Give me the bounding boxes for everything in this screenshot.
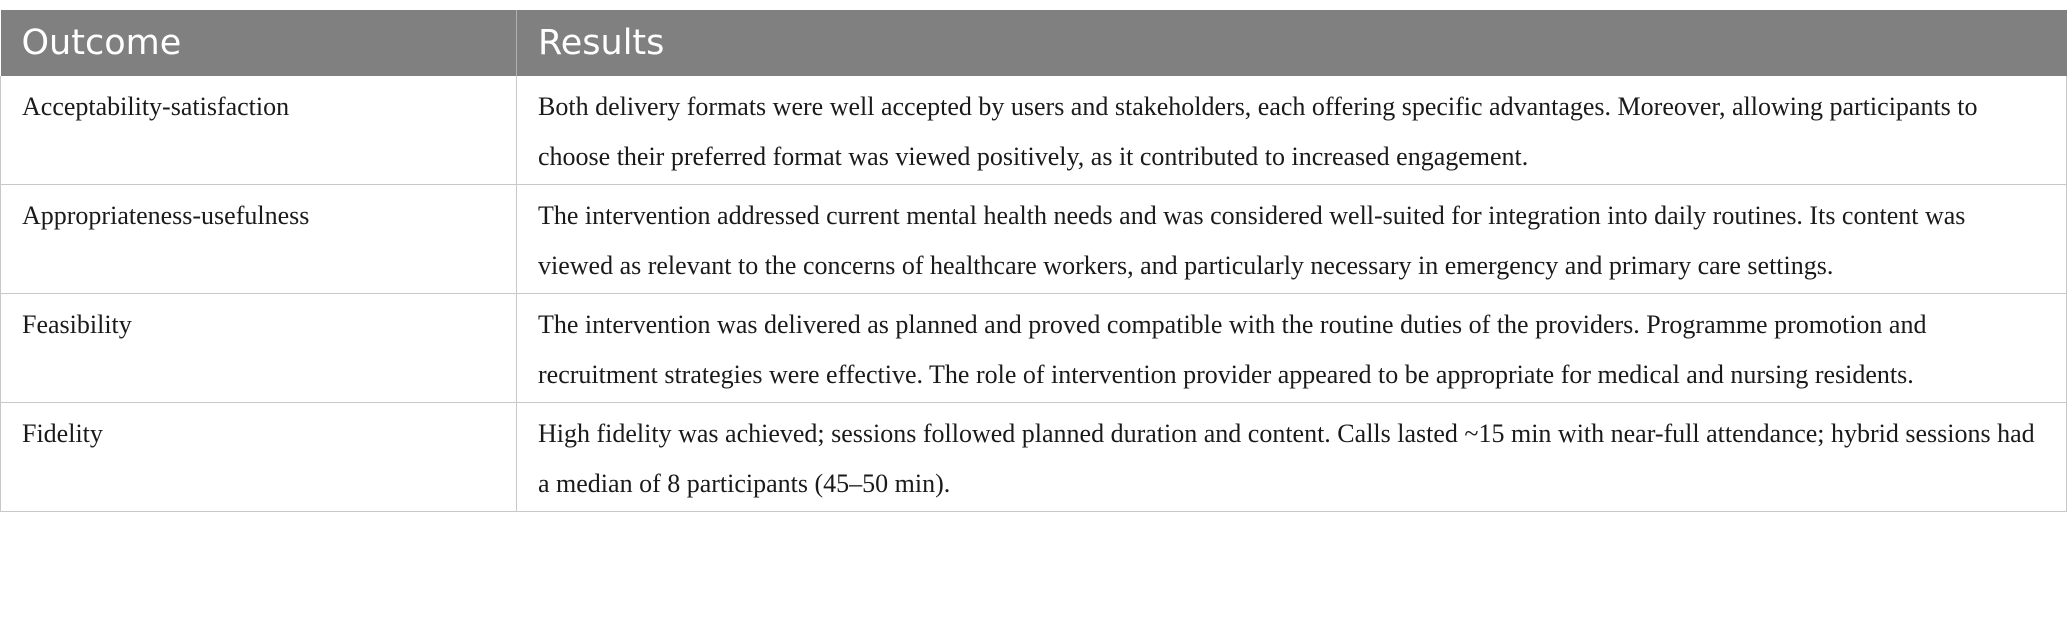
header-row <box>1 10 2067 76</box>
outcomes-table <box>0 10 2067 512</box>
table-row <box>1 185 2067 294</box>
table-row <box>1 76 2067 185</box>
outcome-cell: Acceptability-satisfaction <box>1 76 517 185</box>
table-header <box>1 10 2067 76</box>
header-outcome: Outcome <box>1 10 517 76</box>
outcome-cell: Feasibility <box>1 294 517 403</box>
outcomes-table-container <box>0 10 2067 512</box>
table-row <box>1 294 2067 403</box>
table-row <box>1 403 2067 512</box>
results-cell: The intervention addressed current mental health needs and was considered well-suited for integration into daily routines. Its content was viewed as relevant to the concerns of healthcare workers, and particularly necessary in emergency and primary care settings. <box>517 185 2067 294</box>
outcome-cell: Appropriateness-usefulness <box>1 185 517 294</box>
results-cell: Both delivery formats were well accepted by users and stakeholders, each offering specific advantages. Moreover, allowing participants to choose their preferred format was viewed positively, as it contributed to increased engagement. <box>517 76 2067 185</box>
results-cell: High fidelity was achieved; sessions followed planned duration and content. Calls lasted ~15 min with near-full attendance; hybrid sessions had a median of 8 participants (45–50 min). <box>517 403 2067 512</box>
results-cell: The intervention was delivered as planned and proved compatible with the routine duties of the providers. Programme promotion and recruitment strategies were effective. The role of intervention provider appeared to be appropriate for medical and nursing residents. <box>517 294 2067 403</box>
outcome-cell: Fidelity <box>1 403 517 512</box>
header-results: Results <box>517 10 2067 76</box>
table-body <box>1 76 2067 512</box>
